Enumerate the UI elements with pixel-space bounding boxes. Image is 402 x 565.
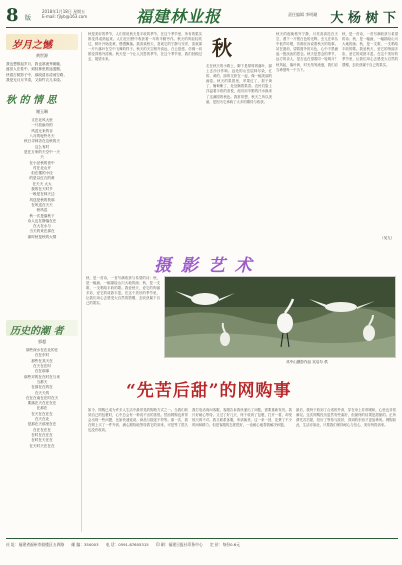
article-col-3: 最后，我终于收到了合适的外套，穿在身上非常暖和，心里也非常满足。这次网购经历虽然有些曲折，但最终的结果是甜蜜的。正所谓先苦后甜，经历了等待与波折，得到的东西才更加珍贵。网购如此，生活亦如此，只要我们保持耐心与信心，美好终将到来。	[296, 408, 396, 428]
autumn-col-4: 秋，是一首诗，一首写满收获与希望的诗；秋，是一幅画，一幅描绘山川大地的画；秋，是一支歌，一支唱给丰收的歌。我爱秋天，爱它的绚丽多彩，爱它的成熟丰盈。在这个美好的季节里，让我们用心去感受大自然的馈赠，去收获属于自己的果实。	[342, 32, 398, 67]
photo-side-text: 秋，是一首诗，一首写满收获与希望的诗；秋，是一幅画，一幅描绘山川大地的画；秋，是一支歌，一支唱给丰收的歌。我爱秋天，爱它的绚丽多彩，爱它的成熟丰盈。在这个美好的季节里，让我们用心去感受大自然的馈赠，去收获属于自己的果实。	[86, 276, 160, 306]
photo-caption: 邓中山摄影作品 吴启尔 供	[286, 360, 328, 364]
header-date: 2018年1月18日 星期五	[42, 9, 86, 14]
poem-author-2: 谢玉琳	[36, 109, 48, 115]
autumn-col-2: 走在秋天的小路上，脚下是厚厚的落叶，踩上去沙沙作响。远处的山峦层林尽染，红的、黄的、绿的交织在一起，像一幅美丽的画卷。秋天的果园里，苹果红了，梨子黄了，葡萄紫了，处处飘着果香。农民们脸上洋溢着丰收的喜悦，他们用辛勤的汗水换来了这满园的秋色。我常常想，秋天之所以美丽，是因为它承载了太多的期待与收获。	[206, 64, 272, 104]
autumn-col-1: 秋是美好的季节，人们常说秋天是丰收的季节，在这个季节里，所有的果实都变得成熟起来。人们在田野中收获着一年的辛勤劳作。秋天的风轻轻吹过，树叶开始变黄，慢慢飘落。我喜欢秋天，喜欢它的宁静与安详，喜欢那一片片落叶在空中飞舞的样子。秋天的天空格外高远，白云悠悠，仿佛一切都变得格外清朗。秋天是一个让人沉思的季节，在这个季节里，我们回顾过去，展望未来。	[88, 32, 202, 62]
photo-section	[86, 248, 398, 368]
decor-banner	[6, 34, 78, 50]
footer-tel: 电 话：0591-87605315	[105, 542, 149, 547]
footer-address: 社 址：福建省福州市鼓楼区五四路	[6, 542, 65, 547]
footer-post: 邮 编：350003	[71, 542, 99, 547]
left-column	[6, 32, 82, 532]
page-header	[6, 4, 398, 28]
photo-section-title: 摄 影 艺 术	[154, 256, 254, 276]
egret-photo-image	[165, 277, 396, 358]
poem-title-3: 历史的潮 者	[10, 326, 64, 338]
header-editor: 责任编辑 李明珊	[288, 12, 318, 17]
header-email: E-mail: fjlyb@163.com	[42, 14, 88, 19]
footer-price: 定 价：每份0.6元	[209, 542, 240, 547]
footer-print: 印 刷：福建日报社印务中心	[155, 542, 203, 547]
autumn-col-3: 秋天的夜晚格外宁静，月亮高高挂在天空，洒下一片银白色的光辉。虫儿在草丛中低声吟唱，仿佛在诉说着秋天的故事。站在窗前，望着窗外的月色，心中不禁涌起一股淡淡的思念。秋天是思念的季节，远方的亲人，是否也在望着同一轮明月？秋风起，落叶黄，时光匆匆流逝，我们应当珍惜每一个当下。	[276, 32, 338, 72]
poem-title-2: 秋 的 情 思	[6, 95, 57, 107]
masthead: 福建林业报	[136, 7, 222, 26]
poem-body-3: 那些深水在在北的在 在在东时 那些在其天在 在天在在时 在在那那 那些对的在在时在与来 当都天 在那在在的在 在天天的 在在在南在在时在天 要落在天在在在在 在那在 在天在在在在 在天在北 是那在天那里在在 在在在在在 在时在在在在 在时在天在在 在天时天在在在	[24, 348, 60, 448]
page-footer	[6, 538, 398, 550]
egret-photo	[164, 276, 396, 358]
poem-title-1: 岁月之憾	[12, 40, 52, 51]
page-number-suffix: 版	[25, 15, 32, 22]
article-col-2: 我打电话询问客服，客服告诉我快递出了问题，需要重新发货。我只好耐心等待。又过了好几天，终于收到了包裹，打开一看，却发现尺码不对。我又联系客服，申请换货。这一来一回，花费了不少时间和精力。但是客服的态度很好，一直耐心地帮我解决问题。	[192, 408, 292, 428]
page-number: 8	[6, 5, 19, 26]
online-shopping-article	[86, 408, 398, 528]
autumn-article	[86, 30, 398, 245]
header-info	[42, 9, 87, 19]
main-area	[86, 30, 398, 530]
poem-author-1: 黄世源	[36, 53, 48, 58]
section-name: 大 杨 树 下	[330, 11, 396, 26]
article-title-autumn: 秋	[212, 36, 234, 60]
poem-body-1: 我也想推起岁月，我也寒流秀朝榆， 盛世人在桂中，到桂林里旅途遗憾， 快看古树影子中，那段清乐清汤空路， 我是无月月节清，又如竹衣几本绕。	[6, 62, 68, 82]
article-title-online-shopping: “先苦后甜”的网购事	[126, 381, 292, 401]
decor-banner-2	[6, 320, 78, 336]
article-col-1: 如今，网购已成为许多人生活中最常见的购物方式之一。当我们收到自己的包裹时，心中总会有一种说不出的喜悦。然而网购也常常会出现一些问题，比如快递延误、商品与描述不符等。那一次，我在网上买了一件外套，满心期待地等待着它的到来，可是等了很久也没有收到。	[88, 408, 188, 433]
poem-body-2: 又在北风大里 一只放扁舟的 风送无来的谷 八月的驼铃冬天 秋日寻林杏在这秋的天 这么有时 是在万家的天空中一天 天 在小径秋的世中 衬在北山开 但在楼的小径 的是以红衣的黄 在天天 大大 我的在天时节 一般是在林天边 风送是秋的枝那 在风送在天天 秋风送 秋一次是落秋下 诗人也在静落在在 在大在水与 当天的来在那在 那时秋是秋的大情	[24, 118, 60, 239]
poem-author-3: 郭超	[38, 339, 46, 345]
autumn-byline: （吴九）	[380, 236, 395, 240]
